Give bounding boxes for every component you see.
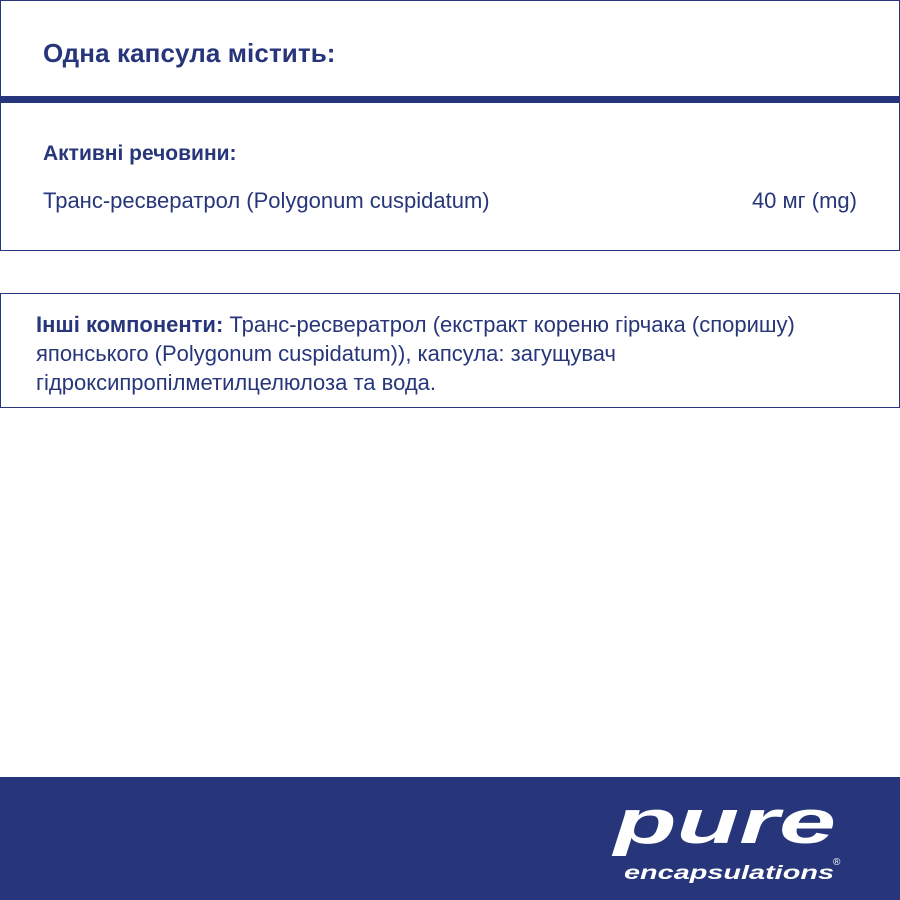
logo-subtitle: encapsulations bbox=[624, 863, 834, 884]
ingredient-amount: 40 мг (mg) bbox=[751, 188, 857, 213]
other-ingredients-list: Транс-ресвератрол (екстракт кореню гірчака (споришу) японського (Polygonum cuspidatum)), капсула: загущувач гідроксипропілметилцелюлоза та вода. bbox=[36, 312, 795, 395]
other-ingredients-label: Інші компоненти: bbox=[36, 312, 224, 337]
registered-mark: ® bbox=[833, 857, 841, 868]
logo-wordmark: pure bbox=[610, 788, 836, 857]
active-ingredients-heading: Активні речовини: bbox=[43, 142, 237, 165]
ingredient-row bbox=[43, 188, 857, 214]
box-header bbox=[1, 1, 899, 97]
other-ingredients-box bbox=[0, 293, 900, 408]
thick-divider bbox=[1, 96, 899, 103]
other-ingredients-text bbox=[36, 310, 871, 397]
box-title: Одна капсула містить: bbox=[43, 38, 336, 68]
supplement-facts-box bbox=[0, 0, 900, 251]
brand-logo bbox=[610, 788, 852, 890]
brand-footer bbox=[0, 777, 900, 900]
ingredient-name: Транс-ресвератрол (Polygonum cuspidatum) bbox=[43, 188, 490, 213]
